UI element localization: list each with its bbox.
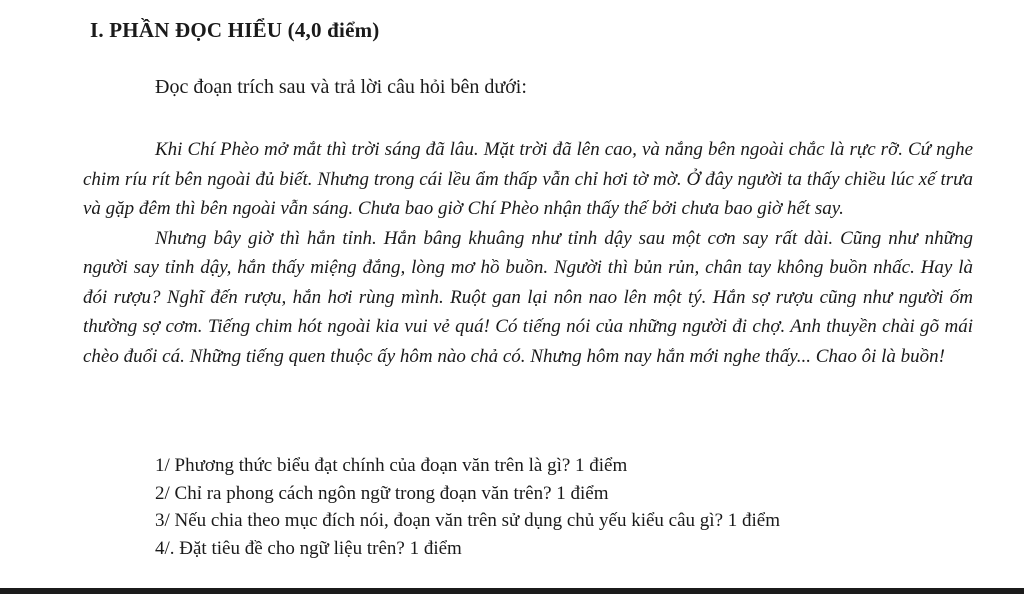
reading-instruction: Đọc đoạn trích sau và trả lời câu hỏi bên dưới: xyxy=(155,76,527,98)
reading-passage xyxy=(83,135,973,371)
passage-paragraph-2: Nhưng bây giờ thì hắn tỉnh. Hắn bâng khuâng như tỉnh dậy sau một cơn say rất dài. Cũng như những người say tỉnh dậy, hắn thấy miệng đắng, lòng mơ hồ buồn. Người thì bủn rủn, chân tay không buồn nhấc. Hay là đói rượu? Nghĩ đến rượu, hắn hơi rùng mình. Ruột gan lại nôn nao lên một tý. Hắn sợ rượu cũng như người ốm thường sợ cơm. Tiếng chim hót ngoài kia vui vẻ quá! Có tiếng nói của những người đi chợ. Anh thuyền chài gõ mái chèo đuổi cá. Những tiếng quen thuộc ấy hôm nào chả có. Nhưng hôm nay hắn mới nghe thấy... Chao ôi là buồn! xyxy=(83,227,973,367)
question-4: 4/. Đặt tiêu đề cho ngữ liệu trên? 1 điểm xyxy=(155,537,462,559)
question-2: 2/ Chỉ ra phong cách ngôn ngữ trong đoạn văn trên? 1 điểm xyxy=(155,482,609,504)
bottom-edge-bar xyxy=(0,588,1024,594)
section-title: I. PHẦN ĐỌC HIỂU (4,0 điểm) xyxy=(90,18,380,42)
question-1: 1/ Phương thức biểu đạt chính của đoạn văn trên là gì? 1 điểm xyxy=(155,455,628,476)
question-list xyxy=(155,452,780,562)
question-3: 3/ Nếu chia theo mục đích nói, đoạn văn trên sử dụng chủ yếu kiểu câu gì? 1 điểm xyxy=(155,510,780,531)
passage-paragraph-1: Khi Chí Phèo mở mắt thì trời sáng đã lâu. Mặt trời đã lên cao, và nắng bên ngoài chắc là rực rỡ. Cứ nghe chim ríu rít bên ngoài đủ biết. Nhưng trong cái lều ẩm thấp vẫn chỉ hơi tờ mờ. Ở đây người ta thấy chiều lúc xế trưa và gặp đêm thì bên ngoài vẫn sáng. Chưa bao giờ Chí Phèo nhận thấy thế bởi chưa bao giờ hết say. xyxy=(83,139,973,219)
